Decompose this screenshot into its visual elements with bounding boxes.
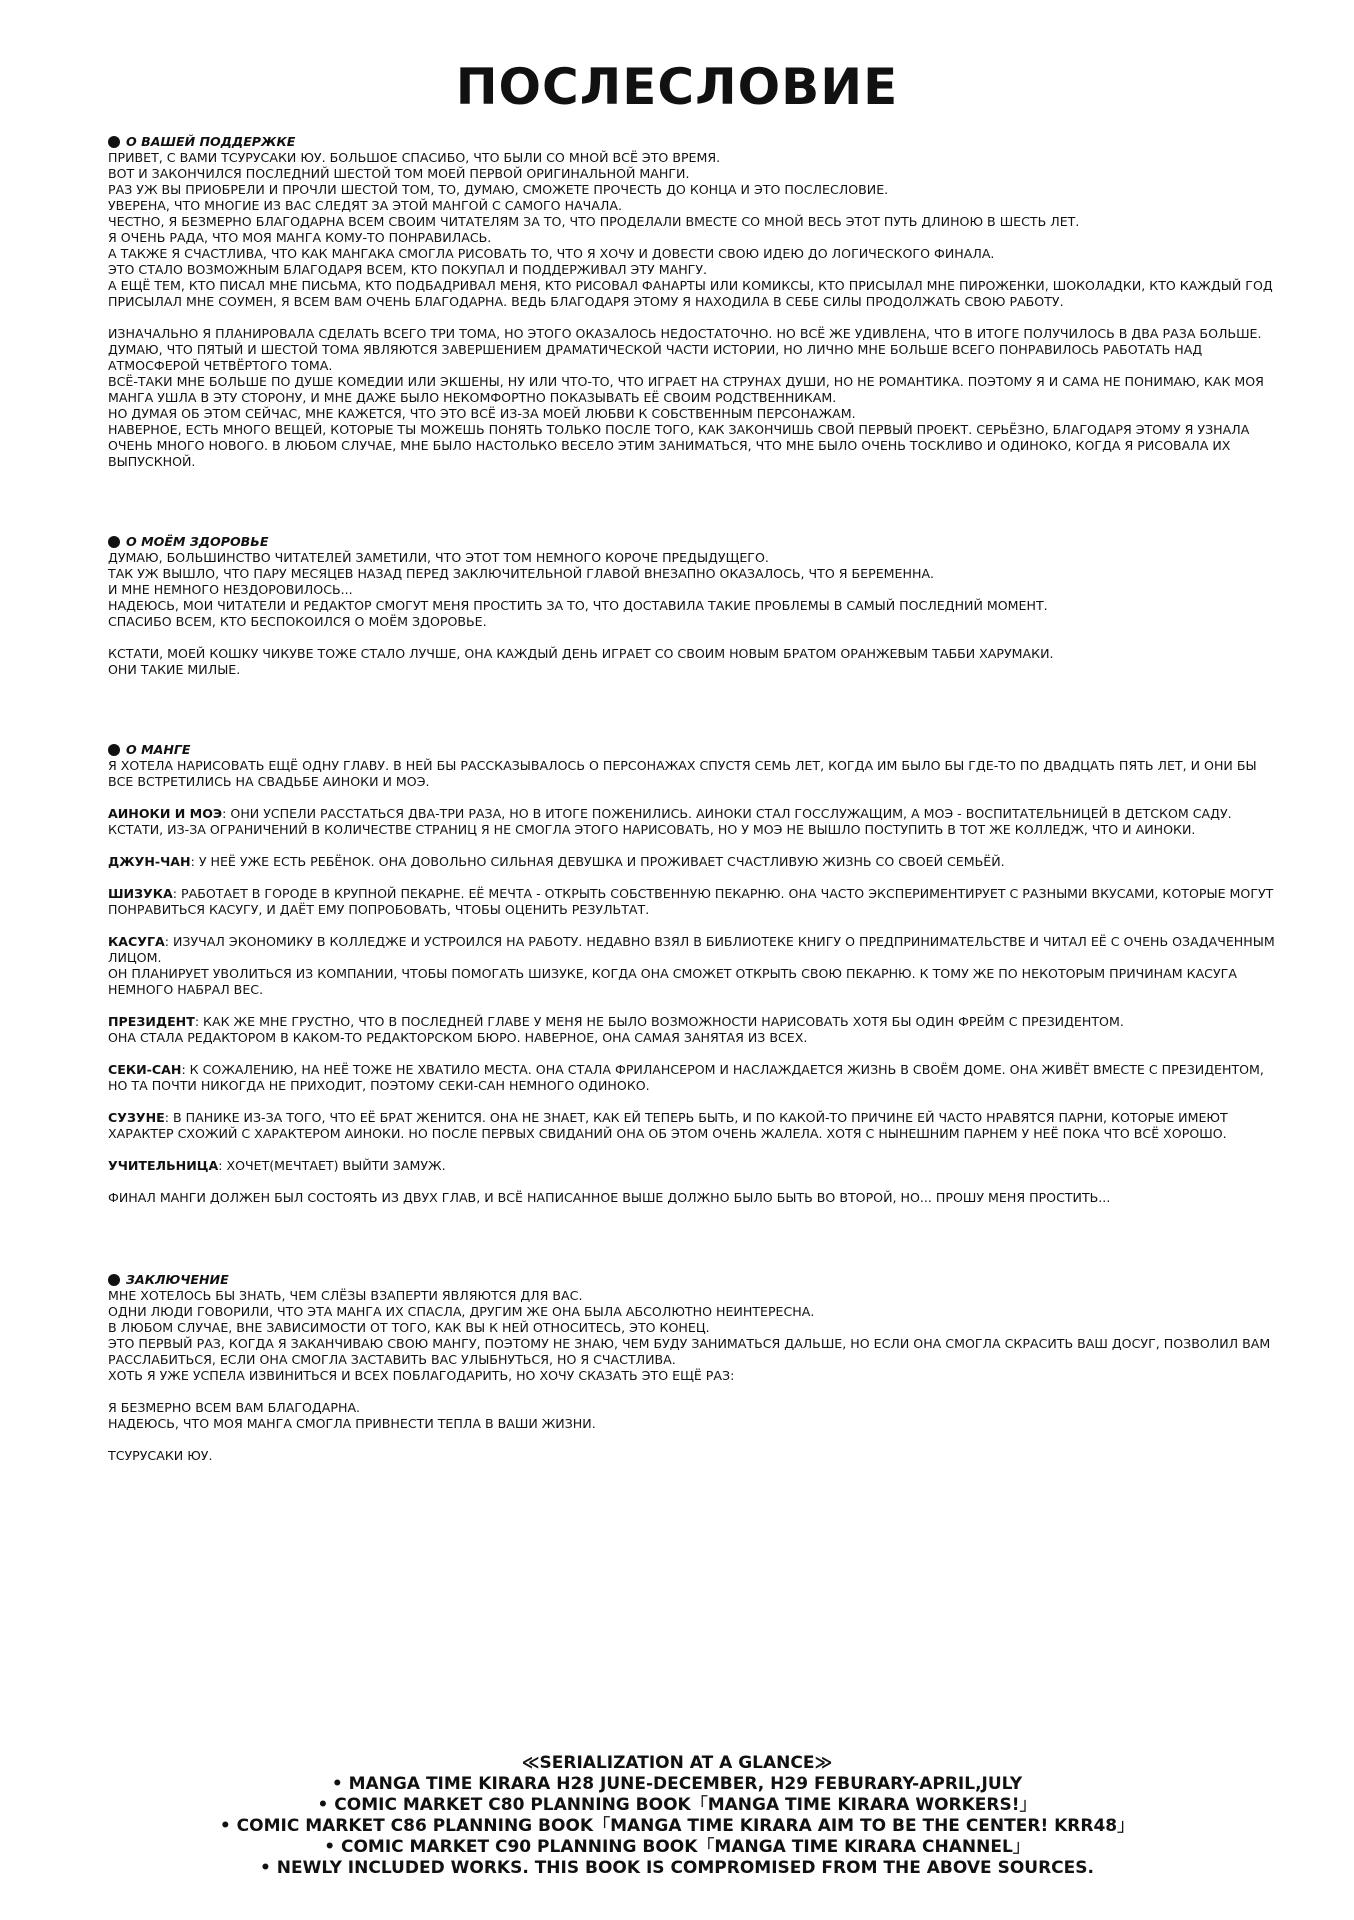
paragraph: ОНА СТАЛА РЕДАКТОРОМ В КАКОМ-ТО РЕДАКТОРСКОМ БЮРО. НАВЕРНОЕ, ОНА САМАЯ ЗАНЯТАЯ ИЗ ВСЕХ. bbox=[108, 1030, 808, 1045]
heading-text: О МАНГЕ bbox=[126, 742, 191, 757]
paragraph: ЧЕСТНО, Я БЕЗМЕРНО БЛАГОДАРНА ВСЕМ СВОИМ ЧИТАТЕЛЯМ ЗА ТО, ЧТО ПРОДЕЛАЛИ ВМЕСТЕ СО МНОЙ ВЕСЬ ЭТОТ ПУТЬ ДЛИНОЮ В ШЕСТЬ ЛЕТ. bbox=[108, 214, 1080, 229]
character-name: УЧИТЕЛЬНИЦА bbox=[108, 1158, 219, 1173]
paragraph: РАЗ УЖ ВЫ ПРИОБРЕЛИ И ПРОЧЛИ ШЕСТОЙ ТОМ, ТО, ДУМАЮ, СМОЖЕТЕ ПРОЧЕСТЬ ДО КОНЦА И ЭТО ПОСЛЕСЛОВИЕ. bbox=[108, 182, 889, 197]
heading-text: О МОЁМ ЗДОРОВЬЕ bbox=[126, 534, 269, 549]
page-title: ПОСЛЕСЛОВИЕ bbox=[455, 58, 899, 116]
serialization-footer bbox=[0, 1753, 1354, 1879]
character-name: СЕКИ-САН bbox=[108, 1062, 182, 1077]
paragraph: НАДЕЮСЬ, МОИ ЧИТАТЕЛИ И РЕДАКТОР СМОГУТ МЕНЯ ПРОСТИТЬ ЗА ТО, ЧТО ДОСТАВИЛА ТАКИЕ ПРОБЛЕМЫ В САМЫЙ ПОСЛЕДНИЙ МОМЕНТ. bbox=[108, 598, 1048, 613]
paragraph: Я ХОТЕЛА НАРИСОВАТЬ ЕЩЁ ОДНУ ГЛАВУ. В НЕЙ БЫ РАССКАЗЫВАЛОСЬ О ПЕРСОНАЖАХ СПУСТЯ СЕМЬ ЛЕТ, КОГДА ИМ БЫЛО БЫ ГДЕ-ТО ПО ДВАДЦАТЬ ПЯТЬ ЛЕТ, И ОНИ БЫ ВСЕ ВСТРЕТИЛИСЬ НА СВАДЬБЕ АИНОКИ И МОЭ. bbox=[108, 758, 1257, 789]
paragraph: ИЗНАЧАЛЬНО Я ПЛАНИРОВАЛА СДЕЛАТЬ ВСЕГО ТРИ ТОМА, НО ЭТОГО ОКАЗАЛОСЬ НЕДОСТАТОЧНО. НО ВСЁ ЖЕ УДИВЛЕНА, ЧТО В ИТОГЕ ПОЛУЧИЛОСЬ В ДВА РАЗА БОЛЬШЕ. bbox=[108, 326, 1262, 341]
character-text: : У НЕЁ УЖЕ ЕСТЬ РЕБЁНОК. ОНА ДОВОЛЬНО СИЛЬНАЯ ДЕВУШКА И ПРОЖИВАЕТ СЧАСТЛИВУЮ ЖИЗНЬ СО СВОЕЙ СЕМЬЁЙ. bbox=[190, 854, 1005, 869]
paragraph: В ЛЮБОМ СЛУЧАЕ, ВНЕ ЗАВИСИМОСТИ ОТ ТОГО, КАК ВЫ К НЕЙ ОТНОСИТЕСЬ, ЭТО КОНЕЦ. bbox=[108, 1320, 710, 1335]
section-heading bbox=[108, 534, 1283, 550]
paragraph: НО ДУМАЯ ОБ ЭТОМ СЕЙЧАС, МНЕ КАЖЕТСЯ, ЧТО ЭТО ВСЁ ИЗ-ЗА МОЕЙ ЛЮБВИ К СОБСТВЕННЫМ ПЕРСОНАЖАМ. bbox=[108, 406, 856, 421]
paragraph: ОН ПЛАНИРУЕТ УВОЛИТЬСЯ ИЗ КОМПАНИИ, ЧТОБЫ ПОМОГАТЬ ШИЗУКЕ, КОГДА ОНА СМОЖЕТ ОТКРЫТЬ СВОЮ ПЕКАРНЮ. К ТОМУ ЖЕ ПО НЕКОТОРЫМ ПРИЧИНАМ КАСУГА НЕМНОГО НАБРАЛ ВЕС. bbox=[108, 966, 1237, 997]
character-text: : ХОЧЕТ(МЕЧТАЕТ) ВЫЙТИ ЗАМУЖ. bbox=[218, 1158, 446, 1173]
paragraph: УВЕРЕНА, ЧТО МНОГИЕ ИЗ ВАС СЛЕДЯТ ЗА ЭТОЙ МАНГОЙ С САМОГО НАЧАЛА. bbox=[108, 198, 623, 213]
section-heading bbox=[108, 1272, 1283, 1288]
bullet-icon bbox=[108, 744, 120, 756]
paragraph: ОДНИ ЛЮДИ ГОВОРИЛИ, ЧТО ЭТА МАНГА ИХ СПАСЛА, ДРУГИМ ЖЕ ОНА БЫЛА АБСОЛЮТНО НЕИНТЕРЕСНА. bbox=[108, 1304, 815, 1319]
character-note bbox=[108, 854, 1283, 870]
character-text: : К СОЖАЛЕНИЮ, НА НЕЁ ТОЖЕ НЕ ХВАТИЛО МЕСТА. ОНА СТАЛА ФРИЛАНСЕРОМ И НАСЛАЖДАЕТСЯ ЖИЗНЬ В СВОЁМ ДОМЕ. ОНА ЖИВЁТ ВМЕСТЕ С ПРЕЗИДЕНТОМ, НО ТА ПОЧТИ НИКОГДА НЕ ПРИХОДИТ, ПОЭТОМУ СЕКИ-САН НЕМНОГО ОДИНОКО. bbox=[108, 1062, 1264, 1093]
paragraph: Я БЕЗМЕРНО ВСЕМ ВАМ БЛАГОДАРНА. bbox=[108, 1400, 361, 1415]
bullet-icon bbox=[108, 536, 120, 548]
heading-text: О ВАШЕЙ ПОДДЕРЖКЕ bbox=[126, 134, 296, 149]
paragraph: А ЕЩЁ ТЕМ, КТО ПИСАЛ МНЕ ПИСЬМА, КТО ПОДБАДРИВАЛ МЕНЯ, КТО РИСОВАЛ ФАНАРТЫ ИЛИ КОМИКСЫ, КТО ПРИСЫЛАЛ МНЕ ПИРОЖЕНКИ, ШОКОЛАДКИ, КТО КАЖДЫЙ ГОД ПРИСЫЛАЛ МНЕ СОУМЕН, Я ВСЕМ ВАМ ОЧЕНЬ БЛАГОДАРНА. ВЕДЬ БЛАГОДАРЯ ЭТОМУ Я НАХОДИЛА В СЕБЕ СИЛЫ ПРОДОЛЖАТЬ СВОЮ РАБОТУ. bbox=[108, 278, 1273, 309]
paragraph: НАВЕРНОЕ, ЕСТЬ МНОГО ВЕЩЕЙ, КОТОРЫЕ ТЫ МОЖЕШЬ ПОНЯТЬ ТОЛЬКО ПОСЛЕ ТОГО, КАК ЗАКОНЧИШЬ СВОЙ ПЕРВЫЙ ПРОЕКТ. СЕРЬЁЗНО, БЛАГОДАРЯ ЭТОМУ Я УЗНАЛА ОЧЕНЬ МНОГО НОВОГО. В ЛЮБОМ СЛУЧАЕ, МНЕ БЫЛО НАСТОЛЬКО ВЕСЕЛО ЭТИМ ЗАНИМАТЬСЯ, ЧТО МНЕ БЫЛО ОЧЕНЬ ТОСКЛИВО И ОДИНОКО, КОГДА Я РИСОВАЛА ИХ ВЫПУСКНОЙ. bbox=[108, 422, 1250, 469]
character-name: КАСУГА bbox=[108, 934, 165, 949]
paragraph: ТАК УЖ ВЫШЛО, ЧТО ПАРУ МЕСЯЦЕВ НАЗАД ПЕРЕД ЗАКЛЮЧИТЕЛЬНОЙ ГЛАВОЙ ВНЕЗАПНО ОКАЗАЛОСЬ, ЧТО Я БЕРЕМЕННА. bbox=[108, 566, 935, 581]
footer-line: • COMIC MARKET C80 PLANNING BOOK「MANGA TIME KIRARA WORKERS!」 bbox=[317, 1795, 1037, 1815]
paragraph: ОНИ ТАКИЕ МИЛЫЕ. bbox=[108, 662, 241, 677]
paragraph: Я ОЧЕНЬ РАДА, ЧТО МОЯ МАНГА КОМУ-ТО ПОНРАВИЛАСЬ. bbox=[108, 230, 492, 245]
section-heading bbox=[108, 742, 1283, 758]
paragraph: ЭТО СТАЛО ВОЗМОЖНЫМ БЛАГОДАРЯ ВСЕМ, КТО ПОКУПАЛ И ПОДДЕРЖИВАЛ ЭТУ МАНГУ. bbox=[108, 262, 708, 277]
paragraph: СПАСИБО ВСЕМ, КТО БЕСПОКОИЛСЯ О МОЁМ ЗДОРОВЬЕ. bbox=[108, 614, 487, 629]
character-note bbox=[108, 1062, 1283, 1094]
footer-line: • NEWLY INCLUDED WORKS. THIS BOOK IS COMPROMISED FROM THE ABOVE SOURCES. bbox=[260, 1858, 1094, 1878]
section-conclusion bbox=[108, 1272, 1283, 1464]
character-note bbox=[108, 886, 1283, 918]
character-name: ШИЗУКА bbox=[108, 886, 173, 901]
paragraph: НАДЕЮСЬ, ЧТО МОЯ МАНГА СМОГЛА ПРИВНЕСТИ ТЕПЛА В ВАШИ ЖИЗНИ. bbox=[108, 1416, 596, 1431]
paragraph: И МНЕ НЕМНОГО НЕЗДОРОВИЛОСЬ... bbox=[108, 582, 353, 597]
footer-line: • COMIC MARKET C90 PLANNING BOOK「MANGA TIME KIRARA CHANNEL」 bbox=[324, 1837, 1030, 1857]
section-manga bbox=[108, 742, 1283, 1206]
footer-line: • MANGA TIME KIRARA H28 JUNE-DECEMBER, H29 FEBURARY-APRIL,JULY bbox=[331, 1774, 1023, 1794]
character-name: ПРЕЗИДЕНТ bbox=[108, 1014, 195, 1029]
character-text: : В ПАНИКЕ ИЗ-ЗА ТОГО, ЧТО ЕЁ БРАТ ЖЕНИТСЯ. ОНА НЕ ЗНАЕТ, КАК ЕЙ ТЕПЕРЬ БЫТЬ, И ПО КАКОЙ-ТО ПРИЧИНЕ ЕЙ ЧАСТО НРАВЯТСЯ ПАРНИ, КОТОРЫЕ ИМЕЮТ ХАРАКТЕР СХОЖИЙ С ХАРАКТЕРОМ АИНОКИ. НО ПОСЛЕ ПЕРВЫХ СВИДАНИЙ ОНА ОБ ЭТОМ ОЧЕНЬ ЖАЛЕЛА. ХОТЯ С НЫНЕШНИМ ПАРНЕМ У НЕЁ ПОКА ЧТО ВСЁ ХОРОШО. bbox=[108, 1110, 1228, 1141]
paragraph: МНЕ ХОТЕЛОСЬ БЫ ЗНАТЬ, ЧЕМ СЛЁЗЫ ВЗАПЕРТИ ЯВЛЯЮТСЯ ДЛЯ ВАС. bbox=[108, 1288, 583, 1303]
paragraph: ХОТЬ Я УЖЕ УСПЕЛА ИЗВИНИТЬСЯ И ВСЕХ ПОБЛАГОДАРИТЬ, НО ХОЧУ СКАЗАТЬ ЭТО ЕЩЁ РАЗ: bbox=[108, 1368, 735, 1383]
footer-heading: ≪SERIALIZATION AT A GLANCE≫ bbox=[521, 1753, 833, 1773]
paragraph: ВСЁ-ТАКИ МНЕ БОЛЬШЕ ПО ДУШЕ КОМЕДИИ ИЛИ ЭКШЕНЫ, НУ ИЛИ ЧТО-ТО, ЧТО ИГРАЕТ НА СТРУНАХ ДУШИ, НО НЕ РОМАНТИКА. ПОЭТОМУ Я И САМА НЕ ПОНИМАЮ, КАК МОЯ МАНГА УШЛА В ЭТУ СТОРОНУ, И МНЕ ДАЖЕ БЫЛО НЕКОМФОРТНО ПОКАЗЫВАТЬ ЕЁ СВОИМ РОДСТВЕННИКАМ. bbox=[108, 374, 1264, 405]
paragraph: ФИНАЛ МАНГИ ДОЛЖЕН БЫЛ СОСТОЯТЬ ИЗ ДВУХ ГЛАВ, И ВСЁ НАПИСАННОЕ ВЫШЕ ДОЛЖНО БЫЛО БЫТЬ ВО ВТОРОЙ, НО... ПРОШУ МЕНЯ ПРОСТИТЬ... bbox=[108, 1190, 1111, 1205]
character-note bbox=[108, 1014, 1283, 1030]
section-support bbox=[108, 134, 1283, 470]
section-health bbox=[108, 534, 1283, 678]
character-name: СУЗУНЕ bbox=[108, 1110, 165, 1125]
character-text: : РАБОТАЕТ В ГОРОДЕ В КРУПНОЙ ПЕКАРНЕ. ЕЁ МЕЧТА - ОТКРЫТЬ СОБСТВЕННУЮ ПЕКАРНЮ. ОНА ЧАСТО ЭКСПЕРИМЕНТИРУЕТ С РАЗНЫМИ ВКУСАМИ, КОТОРЫЕ МОГУТ ПОНРАВИТЬСЯ КАСУГУ, И ДАЁТ ЕМУ ПОПРОБОВАТЬ, ЧТОБЫ ОЦЕНИТЬ РЕЗУЛЬТАТ. bbox=[108, 886, 1274, 917]
signature: ТСУРУСАКИ ЮУ. bbox=[108, 1448, 213, 1463]
paragraph: КСТАТИ, МОЕЙ КОШКУ ЧИКУВЕ ТОЖЕ СТАЛО ЛУЧШЕ, ОНА КАЖДЫЙ ДЕНЬ ИГРАЕТ СО СВОИМ НОВЫМ БРАТОМ ОРАНЖЕВЫМ ТАББИ ХАРУМАКИ. bbox=[108, 646, 1054, 661]
paragraph: ЭТО ПЕРВЫЙ РАЗ, КОГДА Я ЗАКАНЧИВАЮ СВОЮ МАНГУ, ПОЭТОМУ НЕ ЗНАЮ, ЧЕМ БУДУ ЗАНИМАТЬСЯ ДАЛЬШЕ, НО ЕСЛИ ОНА СМОГЛА СКРАСИТЬ ВАШ ДОСУГ, ПОЗВОЛИЛ ВАМ РАССЛАБИТЬСЯ, ЕСЛИ ОНА СМОГЛА ЗАСТАВИТЬ ВАС УЛЫБНУТЬСЯ, НО Я СЧАСТЛИВА. bbox=[108, 1336, 1271, 1367]
character-name: АИНОКИ И МОЭ bbox=[108, 806, 223, 821]
paragraph: А ТАКЖЕ Я СЧАСТЛИВА, ЧТО КАК МАНГАКА СМОГЛА РИСОВАТЬ ТО, ЧТО Я ХОЧУ И ДОВЕСТИ СВОЮ ИДЕЮ ДО ЛОГИЧЕСКОГО ФИНАЛА. bbox=[108, 246, 995, 261]
character-note bbox=[108, 806, 1283, 838]
character-name: ДЖУН-ЧАН bbox=[108, 854, 191, 869]
paragraph: ВОТ И ЗАКОНЧИЛСЯ ПОСЛЕДНИЙ ШЕСТОЙ ТОМ МОЕЙ ПЕРВОЙ ОРИГИНАЛЬНОЙ МАНГИ. bbox=[108, 166, 690, 181]
afterword-body bbox=[108, 134, 1283, 1464]
footer-line: • COMIC MARKET C86 PLANNING BOOK「MANGA TIME KIRARA AIM TO BE THE CENTER! KRR48」 bbox=[219, 1816, 1135, 1836]
character-note bbox=[108, 934, 1283, 966]
paragraph: ДУМАЮ, БОЛЬШИНСТВО ЧИТАТЕЛЕЙ ЗАМЕТИЛИ, ЧТО ЭТОТ ТОМ НЕМНОГО КОРОЧЕ ПРЕДЫДУЩЕГО. bbox=[108, 550, 769, 565]
character-note bbox=[108, 1158, 1283, 1174]
character-text: : ОНИ УСПЕЛИ РАССТАТЬСЯ ДВА-ТРИ РАЗА, НО В ИТОГЕ ПОЖЕНИЛИСЬ. АИНОКИ СТАЛ ГОССЛУЖАЩИМ, А МОЭ - ВОСПИТАТЕЛЬНИЦЕЙ В ДЕТСКОМ САДУ. КСТАТИ, ИЗ-ЗА ОГРАНИЧЕНИЙ В КОЛИЧЕСТВЕ СТРАНИЦ Я НЕ СМОГЛА ЭТОГО НАРИСОВАТЬ, НО У МОЭ НЕ ВЫШЛО ПОСТУПИТЬ В ТОТ ЖЕ КОЛЛЕДЖ, ЧТО И АИНОКИ. bbox=[108, 806, 1232, 837]
heading-text: ЗАКЛЮЧЕНИЕ bbox=[126, 1272, 229, 1287]
character-note bbox=[108, 1110, 1283, 1142]
bullet-icon bbox=[108, 136, 120, 148]
paragraph: ДУМАЮ, ЧТО ПЯТЫЙ И ШЕСТОЙ ТОМА ЯВЛЯЮТСЯ ЗАВЕРШЕНИЕМ ДРАМАТИЧЕСКОЙ ЧАСТИ ИСТОРИИ, НО ЛИЧНО МНЕ БОЛЬШЕ ВСЕГО ПОНРАВИЛОСЬ РАБОТАТЬ НАД АТМОСФЕРОЙ ЧЕТВЁРТОГО ТОМА. bbox=[108, 342, 1203, 373]
section-heading bbox=[108, 134, 1283, 150]
character-text: : КАК ЖЕ МНЕ ГРУСТНО, ЧТО В ПОСЛЕДНЕЙ ГЛАВЕ У МЕНЯ НЕ БЫЛО ВОЗМОЖНОСТИ НАРИСОВАТЬ ХОТЯ БЫ ОДИН ФРЕЙМ С ПРЕЗИДЕНТОМ. bbox=[194, 1014, 1124, 1029]
paragraph: ПРИВЕТ, С ВАМИ ТСУРУСАКИ ЮУ. БОЛЬШОЕ СПАСИБО, ЧТО БЫЛИ СО МНОЙ ВСЁ ЭТО ВРЕМЯ. bbox=[108, 150, 721, 165]
character-text: : ИЗУЧАЛ ЭКОНОМИКУ В КОЛЛЕДЖЕ И УСТРОИЛСЯ НА РАБОТУ. НЕДАВНО ВЗЯЛ В БИБЛИОТЕКЕ КНИГУ О ПРЕДПРИНИМАТЕЛЬСТВЕ И ЧИТАЛ ЕЁ С ОЧЕНЬ ОЗАДАЧЕННЫМ ЛИЦОМ. bbox=[108, 934, 1275, 965]
bullet-icon bbox=[108, 1274, 120, 1286]
